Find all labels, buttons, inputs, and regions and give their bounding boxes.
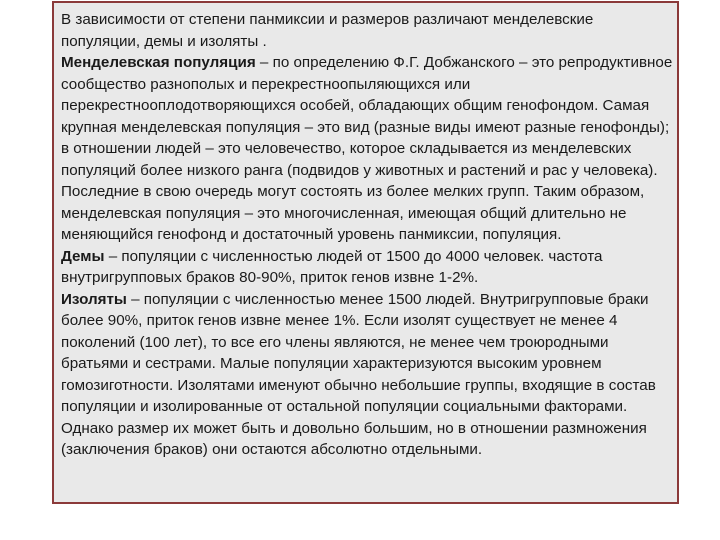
definition-mendelian-population: – по определению Ф.Г. Добжанского – это репродуктивное сообщество разнополых и перекрестноопыляющихся или перекрестнооплодотворяющихся особей, обладающих общим генофондом. Самая крупная менделевская популяция – это вид (разные виды имеют разные генофонды); в отношении людей – это человечество, которое складывается из менделевских популяций более низкого ранга (подвидов у животных и растений и рас у человека). Последние в свою очередь могут состоять из более мелких групп. Таким образом, менделевская популяция – это многочисленная, имеющая общий длительно не меняющийся генофонд и достаточный уровень панмиксии, популяция. xyxy=(61,54,673,243)
paragraph-intro xyxy=(61,9,673,52)
text-frame xyxy=(52,1,679,504)
paragraph-demes xyxy=(61,246,673,289)
paragraph-mendelian-population xyxy=(61,52,673,246)
text-body xyxy=(61,9,673,461)
definition-isolates: – популяции с численностью менее 1500 людей. Внутригрупповые браки более 90%, приток генов извне менее 1%. Если изолят существует не менее 4 поколений (100 лет), то все его члены являются, не менее чем троюродными братьями и сестрами. Малые популяции характеризуются высоким уровнем гомозиготности. Изолятами именуют обычно небольшие группы, входящие в состав популяции и изолированные от остальной популяции социальными факторами. Однако размер их может быть и довольно большим, но в отношении размножения (заключения браков) они остаются абсолютно отдельными. xyxy=(61,290,656,458)
paragraph-intro-text: В зависимости от степени панмиксии и размеров различают менделевские популяции, демы и изоляты . xyxy=(61,11,594,50)
term-isolates: Изоляты xyxy=(61,290,127,308)
term-mendelian-population: Менделевская популяция xyxy=(61,54,256,71)
definition-demes: – популяции с численностью людей от 1500 до 4000 человек. частота внутригрупповых браков 80-90%, приток генов извне 1-2%. xyxy=(61,247,603,286)
paragraph-isolates xyxy=(61,289,673,461)
term-demes: Демы xyxy=(61,247,105,265)
